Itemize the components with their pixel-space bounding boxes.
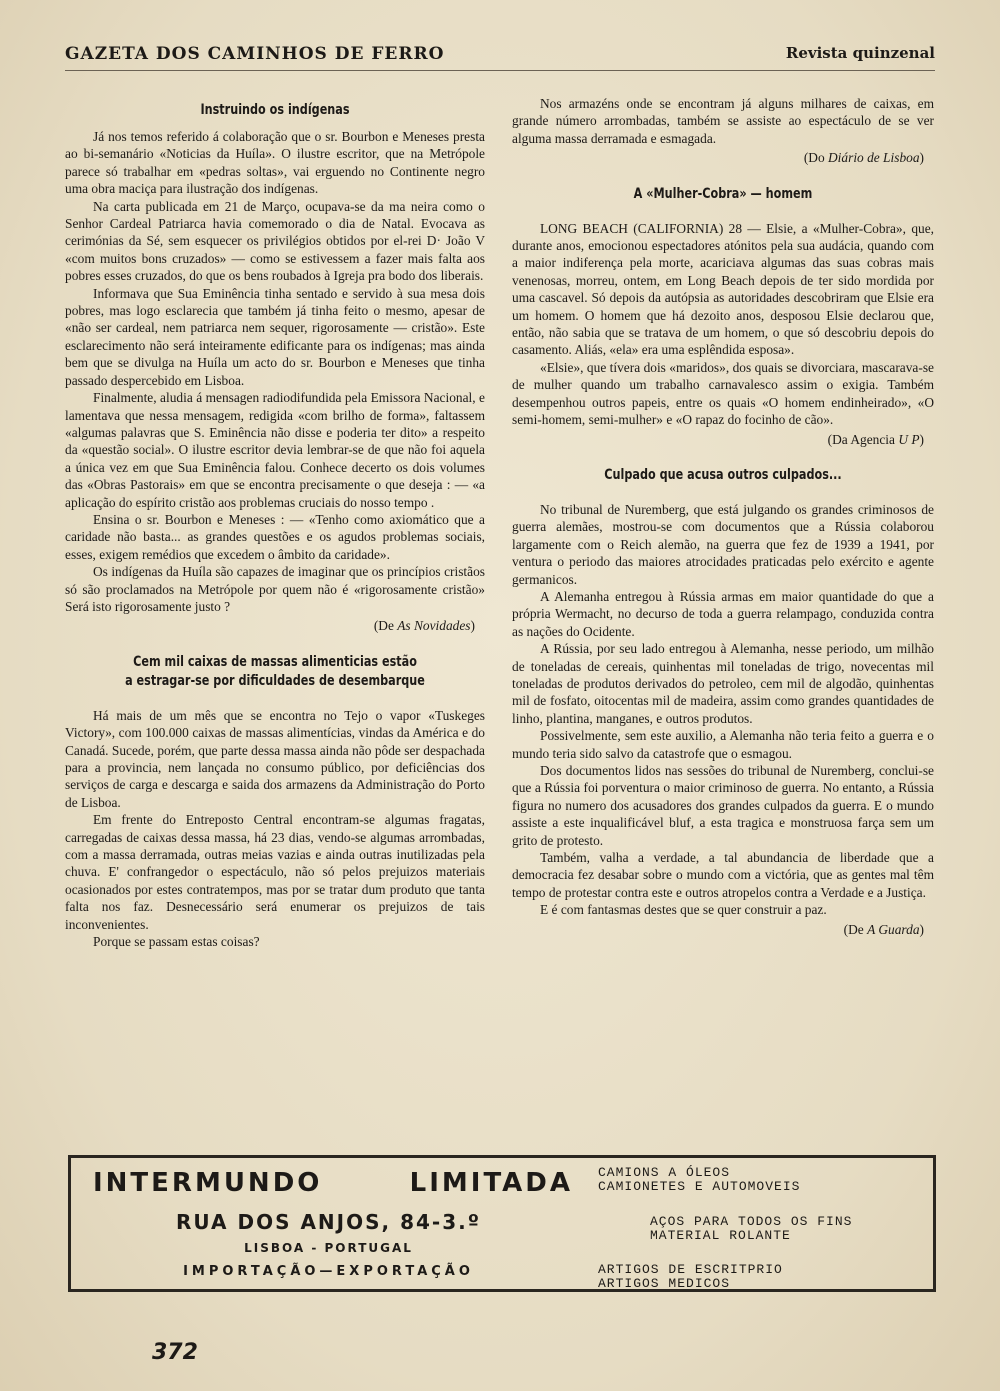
source-name: As Novidades bbox=[397, 618, 471, 634]
paragraph: No tribunal de Nuremberg, que está julgando os grandes criminosos de guerra alemães, mostrou-se com documentos que a Rússia colaborou largamente com o Reich alemão, na guerra que fez de 1939 a 1941, por ventura o periodo das maiores atrocidades praticadas pelo exército e agente germanicos. bbox=[512, 501, 934, 587]
paragraph: Os indígenas da Huíla são capazes de imaginar que os princípios cristãos só são proclamados na Metrópole por quem não é «rigorosamente cristão» Será isto rigorosamente justo ? bbox=[65, 564, 485, 614]
source-credit bbox=[512, 149, 924, 166]
product-line: ARTIGOS MEDICOS bbox=[598, 1276, 731, 1291]
paragraph: LONG BEACH (CALIFORNIA) 28 — Elsie, a «Mulher-Cobra», que, durante anos, emocionou espectadores atónitos pela sua audácia, quando com a maior indiferença pela morte, acariciava algumas das suas cobras mais venenosas, morreu, ontem, em Long Beach depois de ter sido mordida por uma cascavel. Só depois da autópsia as autoridades descobriram que Elsie era um homem. O homem que há dezoito anos, desposou Elsie declarou que, então, não sabia que se tratava de um homem, o que só descobriu depois do casamento. Aliás, «ela» era uma esplêndida esposa». bbox=[512, 220, 934, 358]
product-line: AÇOS PARA TODOS OS FINS bbox=[650, 1214, 853, 1229]
source-credit bbox=[65, 617, 475, 634]
source-suffix: ) bbox=[919, 921, 924, 937]
paragraph: Também, valha a verdade, a tal abundancia de liberdade que a democracia fez desabar sobre o mundo com a victória, que as gentes mal têm tempo de protestar contra este e outros atropelos contra a Verdade e a Justiça. bbox=[512, 850, 934, 900]
ad-company-name bbox=[93, 1168, 573, 1198]
paragraph: Na carta publicada em 21 de Março, ocupava-se da ma neira como o Senhor Cardeal Patriarca havia comemorado o dia de Natal. Evocava as cerimónias da Sé, sem esquecer os privilégios obtidos por el-rei D· João V «com muitos bons cruzados» — como se estivessem a fazer mais falta aos pobres esses cruzados, do que os bens roubados à Igreja pra bodo dos liberais. bbox=[65, 198, 485, 284]
source-prefix: (Do bbox=[803, 150, 825, 166]
source-suffix: ) bbox=[470, 618, 475, 634]
paragraph: Nos armazéns onde se encontram já alguns milhares de caixas, em grande número arrombadas, também se assiste ao espectáculo de se ver alguma massa derramada e esmagada. bbox=[512, 96, 934, 146]
title-line: Cem mil caixas de massas alimenticias estão bbox=[133, 653, 417, 670]
paragraph: E é com fantasmas destes que se quer construir a paz. bbox=[540, 902, 827, 918]
article-title-massas bbox=[94, 653, 455, 691]
source-prefix: (De bbox=[843, 921, 864, 937]
ad-city: LISBOA - PORTUGAL bbox=[244, 1241, 413, 1255]
paragraph: Dos documentos lidos nas sessões do tribunal de Nuremberg, conclui-se que a Rússia foi porventura o maior criminoso de guerra. No entanto, a Rússia figura no numero dos acusadores dos grandes culpados da guerra. E o mundo assiste a este inqualificável bluf, a esta tragica e monstruosa farça sem um grito de protesto. bbox=[512, 763, 934, 848]
running-head bbox=[65, 40, 935, 71]
left-column bbox=[65, 95, 485, 950]
product-line: CAMIONETES E AUTOMOVEIS bbox=[598, 1179, 801, 1194]
source-credit bbox=[512, 921, 924, 938]
company-word: LIMITADA bbox=[409, 1168, 573, 1198]
paragraph: Ensina o sr. Bourbon e Meneses : — «Tenho como axiomático que a caridade não basta... as grandes questões e os agudos problemas sociais, esses, exigem remédios que excedem o âmbito da caridade». bbox=[65, 511, 485, 562]
paragraph: Já nos temos referido á colaboração que o sr. Bourbon e Meneses presta ao bi-semanário «Noticias da Huíla». O ilustre escritor, que na Metrópole parece só trabalhar em «pedras soltas», vai erguendo no Continente negro uma obra maciça para ilustração dos indígenas. bbox=[65, 129, 485, 197]
ad-product-list bbox=[598, 1166, 918, 1291]
issue-type: Revista quinzenal bbox=[785, 44, 935, 62]
article-title-mulher-cobra: A «Mulher-Cobra» — homem bbox=[633, 185, 813, 202]
ad-trade: IMPORTAÇÃO—EXPORTAÇÃO bbox=[183, 1264, 474, 1279]
company-word: INTERMUNDO bbox=[93, 1168, 323, 1198]
article-title-indigenas: Instruindo os indígenas bbox=[200, 102, 350, 118]
product-line: MATERIAL ROLANTE bbox=[650, 1228, 791, 1243]
source-credit bbox=[512, 431, 924, 448]
title-line: a estragar-se por dificuldades de desembarque bbox=[125, 672, 425, 689]
paragraph: «Elsie», que tívera dois «maridos», dos quais se divorciara, mascarava-se de mulher quando um trabalho carnavalesco assim o exigia. Também desempenhou outros papeis, entre os quais «O homem endinheirado», «O semi-homem, semi-mulher» e «O rapaz do focinho de cão». bbox=[512, 359, 934, 428]
source-suffix: ) bbox=[919, 431, 924, 447]
paragraph: Em frente do Entreposto Central encontram-se algumas fragatas, carregadas de caixas dessa massa, há 23 dias, vendo-se algumas arrombadas, com a massa derramada, outras meias vazias e ainda outras inutilizadas pela chuva. E' confrangedor o espectáculo, não só pelos prejuizos materiais ocasionados por estes contratempos, mas por se tratar dum produto que tanta falta nos faz. Desnecessário será enumerar os prejuizos de tais inconvenientes. bbox=[65, 812, 485, 932]
ad-street-address: RUA DOS ANJOS, 84-3.º bbox=[176, 1210, 481, 1234]
page-number: 372 bbox=[152, 1340, 198, 1365]
paragraph: Possivelmente, sem este auxilio, a Alemanha não teria feito a guerra e o mundo teria sido salvo da catastrofe que o esmagou. bbox=[512, 728, 934, 761]
source-prefix: (Da Agencia bbox=[827, 431, 895, 447]
paragraph: Finalmente, aludia á mensagen radiodifundida pela Emissora Nacional, e lamentava que nessa mensagem, redigida «com brilho de forma», faltassem «algumas palavras que S. Eminência não disse e poderia ter dito» a respeito da «questão social». O ilustre escritor devia lembrar-se de que não foi aquela a única vez em que Sua Eminência falou. Conhece decerto os dois volumes das «Obras Pastorais» em que se encontra precisamente o que deseja : — «a aplicação do espírito cristão aos problemas cruciais do nosso tempo . bbox=[65, 390, 485, 510]
paragraph: Porque se passam estas coisas? bbox=[93, 934, 260, 950]
paragraph: Informava que Sua Eminência tinha sentado e servido à sua mesa dois pobres, mas logo esclarecia que também já tinha feito o mesmo, apesar de «não ser cardeal, nem patriarca nem sequer, rigorosamente — cristão». Este esclarecimento não será inteiramente edificante para os indígenas; mas ainda bem que se divulga na Huíla um acto do sr. Bourbon e Meneses que tinha passado despercebido em Lisboa. bbox=[65, 285, 485, 388]
product-line: CAMIONS A ÓLEOS bbox=[598, 1165, 731, 1180]
journal-title: GAZETA DOS CAMINHOS DE FERRO bbox=[65, 44, 445, 64]
ad-company-block bbox=[71, 1158, 586, 1289]
source-name: A Guarda bbox=[867, 921, 920, 937]
source-suffix: ) bbox=[919, 150, 924, 166]
product-line: ARTIGOS DE ESCRITPRIO bbox=[598, 1262, 783, 1277]
right-column bbox=[512, 95, 934, 938]
source-name: U P bbox=[898, 431, 920, 447]
source-name: Diário de Lisboa bbox=[828, 150, 920, 166]
advertisement-box bbox=[68, 1155, 936, 1292]
source-prefix: (De bbox=[373, 618, 394, 634]
paragraph: Há mais de um mês que se encontra no Tejo o vapor «Tuskeges Victory», com 100.000 caixas de massas alimentícias, vindas da América e do Canadá. Sucede, porém, que parte dessa massa ainda não pôde ser despachada para a provincia, nem lançada no consumo público, por deficiências dos serviços de carga e descarga e saida dos armazens da Administração do Porto de Lisboa. bbox=[65, 707, 485, 810]
paragraph: A Rússia, por seu lado entregou à Alemanha, nesse periodo, um milhão de toneladas de cereais, quinhentas mil toneladas de trigo, novecentas mil toneladas de produtos derivados do petroleo, cem mil de algodão, quinhentas mil de fosfato, oitocentas mil de madeira, assim como grandes quantidades de linho, plantina, manganes, e outros produtos. bbox=[512, 641, 934, 726]
paragraph: A Alemanha entregou à Rússia armas em maior quantidade do que a própria Wermacht, no decurso de toda a guerra relampago, conduzida contra as nações do Ocidente. bbox=[512, 588, 934, 639]
article-title-culpado: Culpado que acusa outros culpados... bbox=[604, 466, 842, 483]
